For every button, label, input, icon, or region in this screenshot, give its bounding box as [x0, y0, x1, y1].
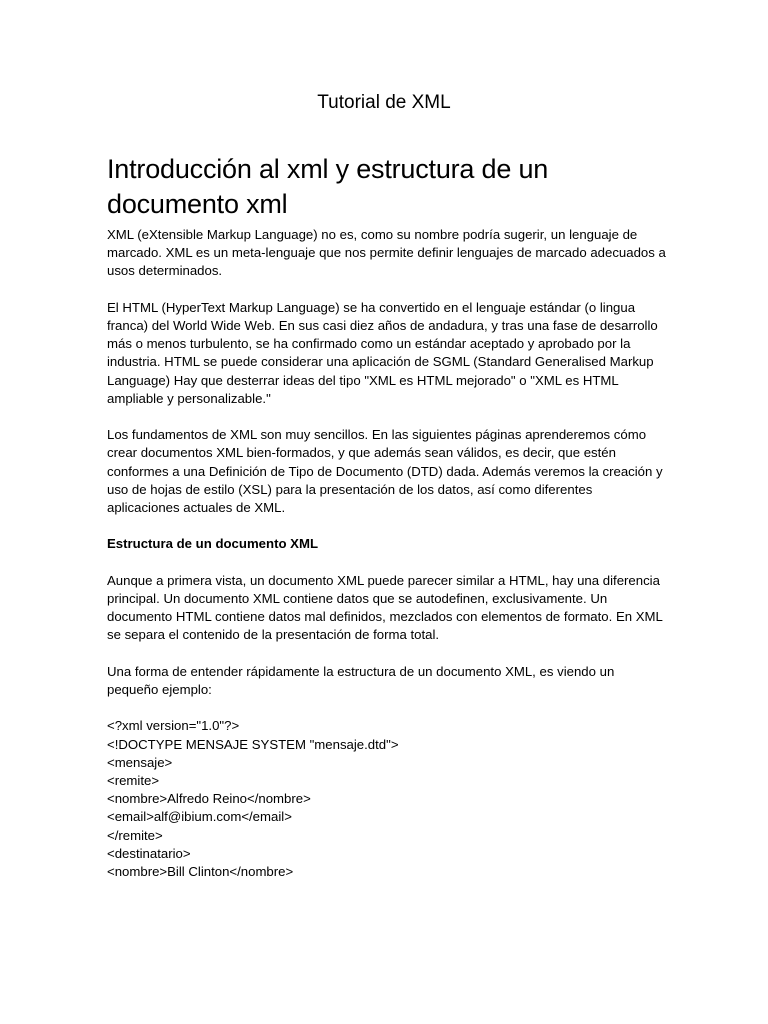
code-line: </remite> — [107, 827, 163, 843]
paragraph-fundamentals: Los fundamentos de XML son muy sencillos. En las siguientes páginas aprenderemos cómo crear documentos XML bien-formados, y que además sean válidos, es decir, que estén conformes a una Definición de Tipo de Documento (DTD) dada. Además veremos la creación y uso de hojas de estilo (XSL) para la presentación de los datos, así como diferentes aplicaciones actuales de XML. — [107, 427, 663, 516]
code-example — [107, 717, 667, 881]
code-line: <nombre>Alfredo Reino</nombre> — [107, 791, 311, 807]
code-line: <?xml version="1.0"?> — [107, 718, 240, 734]
code-line: <destinatario> — [107, 845, 191, 861]
code-line: <mensaje> — [107, 754, 173, 770]
paragraph-example-intro: Una forma de entender rápidamente la estructura de un documento XML, es viendo un pequeño ejemplo: — [107, 663, 615, 697]
code-line: <remite> — [107, 773, 160, 788]
paragraph-html: El HTML (HyperText Markup Language) se ha convertido en el lenguaje estándar (o lingua franca) del World Wide Web. En sus casi diez años de andadura, y tras una fase de desarrollo más o menos turbulento, se ha confirmado como un estándar aceptado y aprobado por la industria. HTML se puede considerar una aplicación de SGML (Standard Generalised Markup Language) Hay que desterrar ideas del tipo "XML es HTML mejorado" o "XML es HTML ampliable y personalizable." — [107, 299, 658, 406]
document-title: Tutorial de XML — [317, 92, 451, 113]
subheading: Estructura de un documento XML — [107, 536, 319, 552]
document-body — [107, 226, 667, 881]
code-line: <nombre>Bill Clinton</nombre> — [107, 864, 294, 880]
code-line: <email>alf@ibium.com</email> — [107, 809, 292, 825]
section-heading: Introducción al xml y estructura de un documento xml — [107, 154, 549, 219]
paragraph-intro: XML (eXtensible Markup Language) no es, como su nombre podría sugerir, un lenguaje de marcado. XML es un meta-lenguaje que nos permite definir lenguajes de marcado adecuados a usos determinados. — [107, 227, 666, 279]
code-line: <!DOCTYPE MENSAJE SYSTEM "mensaje.dtd"> — [107, 736, 399, 752]
paragraph-structure: Aunque a primera vista, un documento XML puede parecer similar a HTML, hay una diferencia principal. Un documento XML contiene datos que se autodefinen, exclusivamente. Un documento HTML contiene datos mal definidos, mezclados con elementos de formato. En XML se separa el contenido de la presentación de forma total. — [107, 572, 663, 643]
